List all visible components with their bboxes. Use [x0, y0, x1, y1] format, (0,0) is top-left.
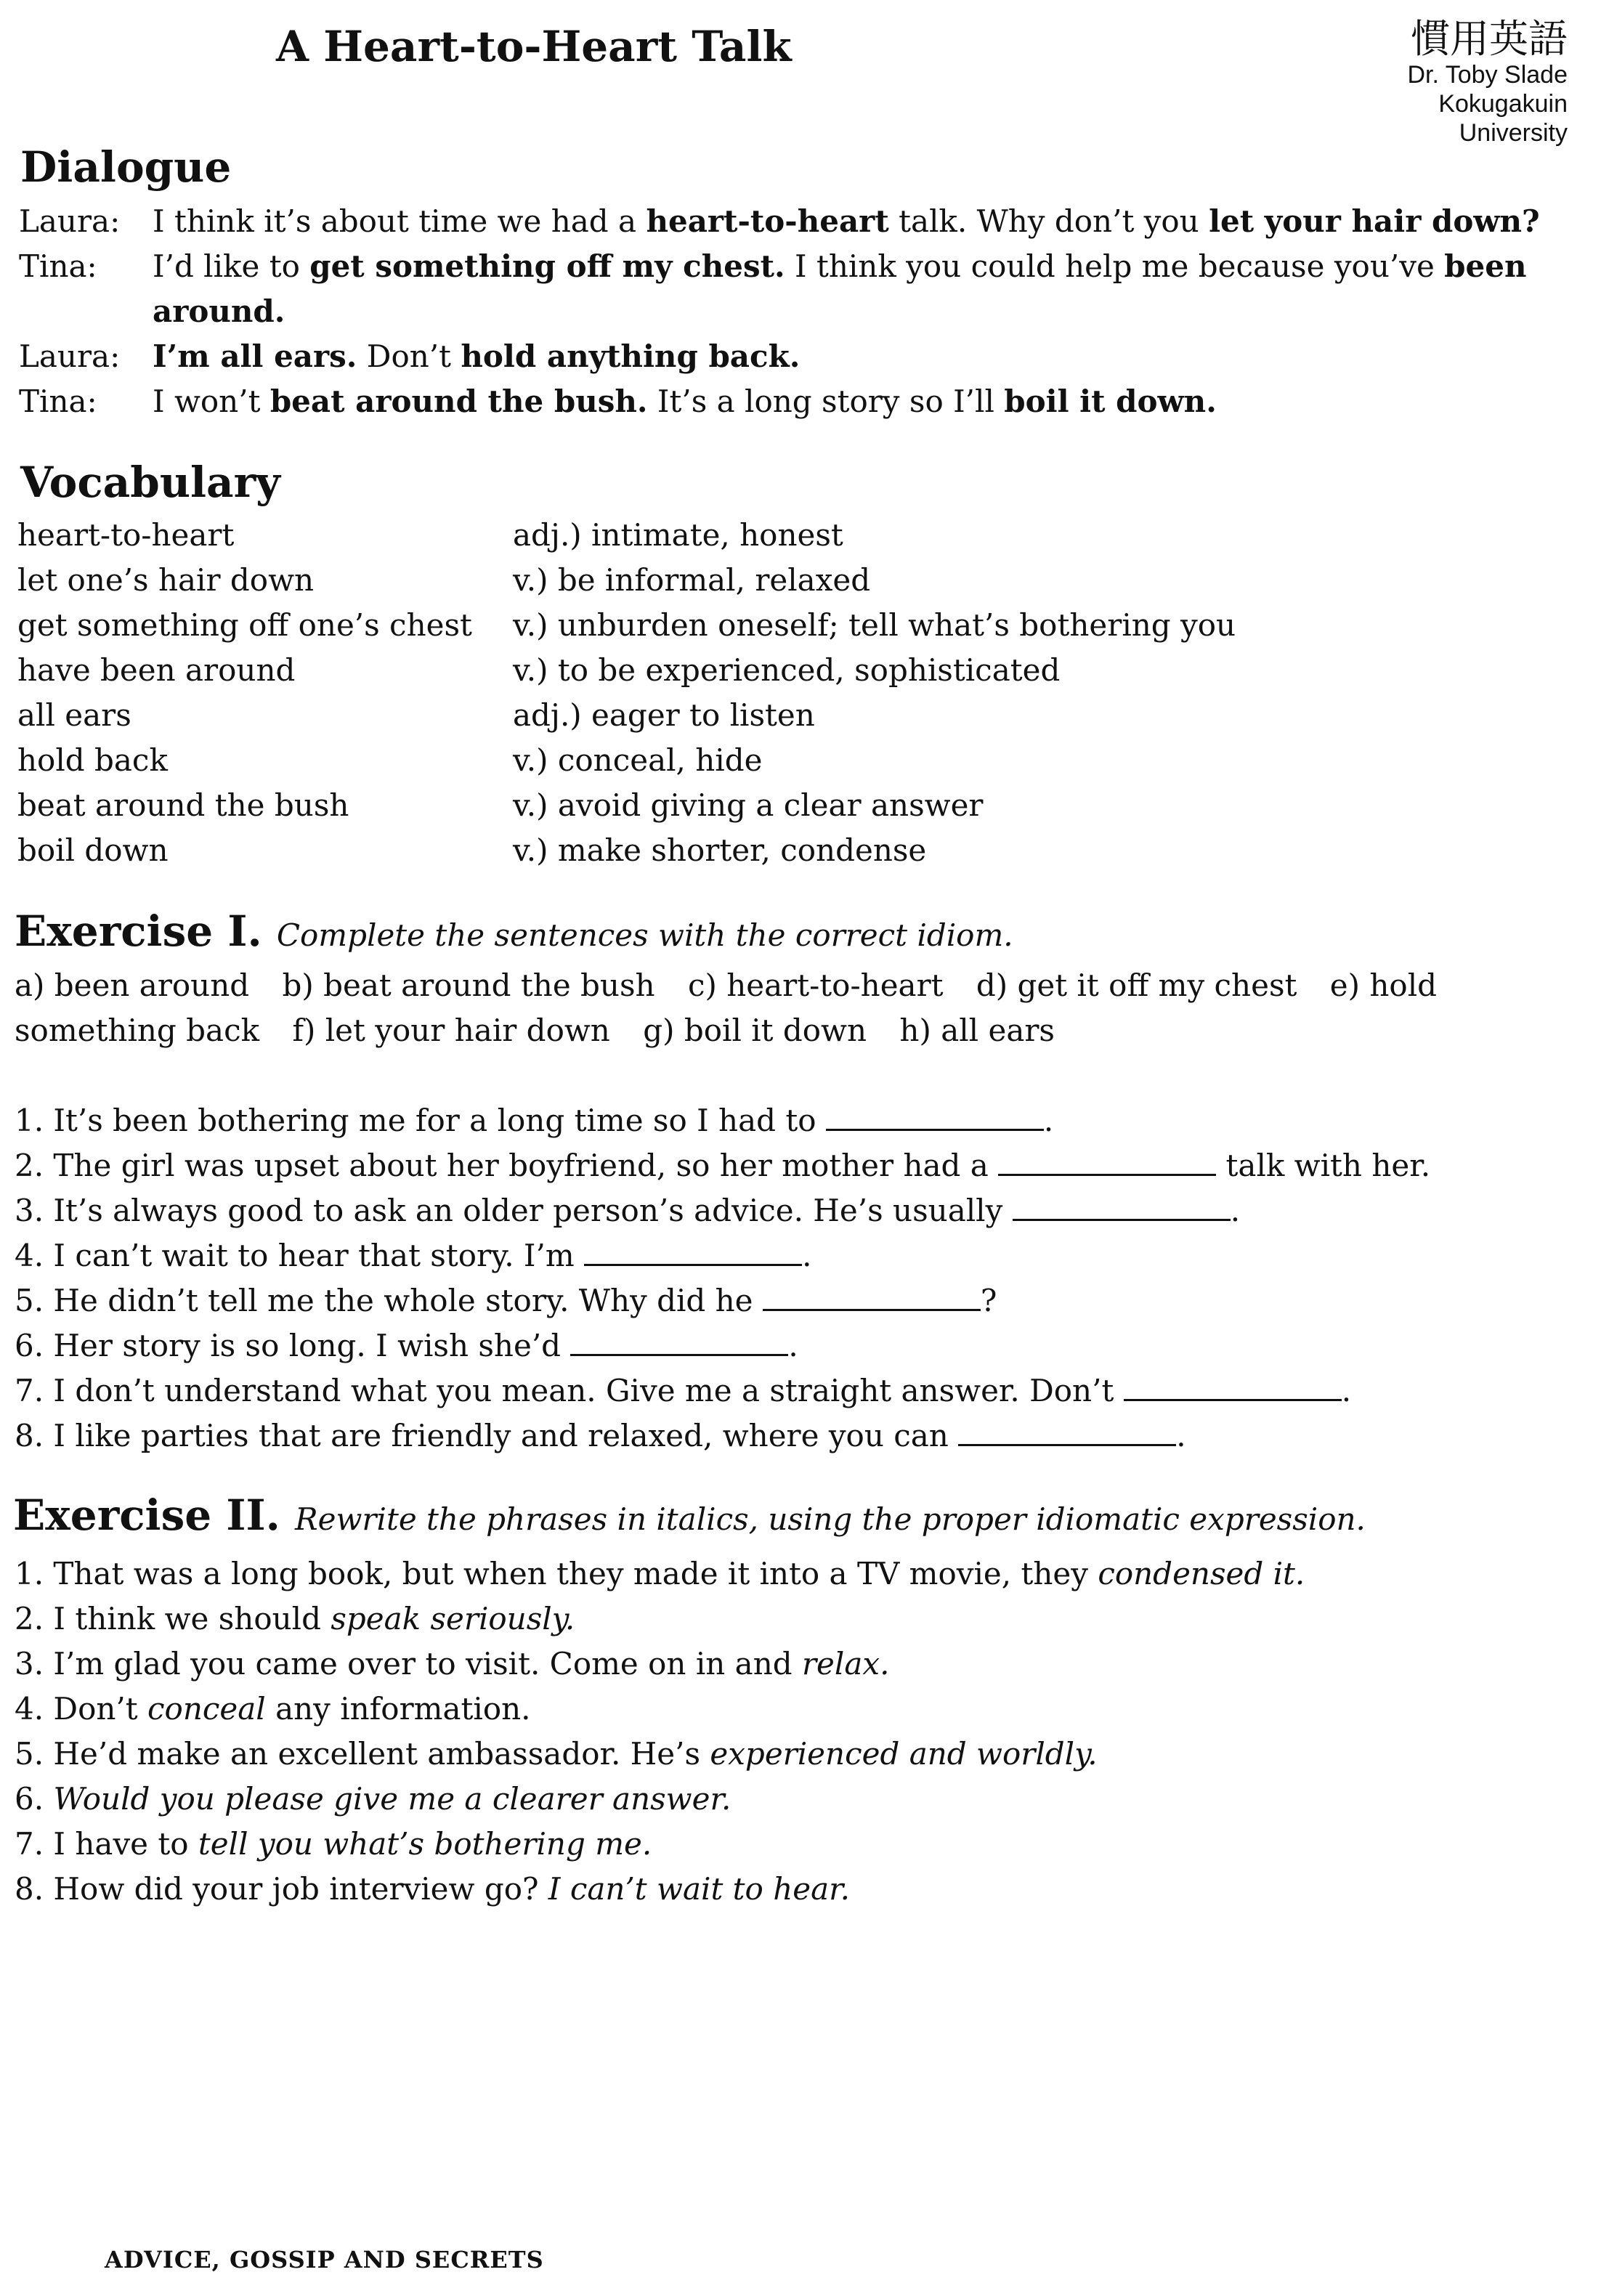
vocab-term: boil down [17, 832, 169, 868]
answer-blank[interactable] [826, 1104, 1044, 1131]
choice-item: e) hold something back [15, 968, 1438, 1048]
vocab-term: all ears [17, 697, 131, 733]
answer-blank[interactable] [570, 1329, 788, 1356]
choice-item: g) boil it down [643, 1013, 867, 1048]
series-brand [1407, 17, 1568, 147]
answer-blank[interactable] [958, 1419, 1176, 1446]
exercise-item: 1. That was a long book, but when they made it into a TV movie, they condensed it. [15, 1556, 1305, 1591]
vocabulary-heading: Vocabulary [20, 458, 280, 507]
exercise-item: 1. It’s been bothering me for a long time so I had to . [15, 1103, 1054, 1138]
exercise-1-heading: Exercise I. Complete the sentences with the correct idiom. [15, 906, 1013, 956]
vocab-definition: v.) unburden oneself; tell what’s bothering you [513, 607, 1236, 643]
dialogue-speaker: Tina: [19, 248, 97, 284]
vocab-definition: adj.) eager to listen [513, 697, 815, 733]
dialogue-line: I’m all ears. Don’t hold anything back. [153, 338, 800, 374]
answer-blank[interactable] [998, 1149, 1216, 1176]
exercise-item: 5. He didn’t tell me the whole story. Why did he ? [15, 1283, 997, 1318]
vocab-term: have been around [17, 652, 296, 688]
exercise-item: 2. The girl was upset about her boyfriend, so her mother had a talk with her. [15, 1148, 1431, 1183]
exercise-item: 4. Don’t conceal any information. [15, 1691, 531, 1727]
vocab-definition: v.) make shorter, condense [513, 832, 927, 868]
vocab-definition: v.) avoid giving a clear answer [513, 787, 984, 823]
dialogue-speaker: Laura: [19, 203, 121, 239]
vocab-definition: v.) be informal, relaxed [513, 562, 871, 598]
page-title: A Heart-to-Heart Talk [276, 22, 792, 71]
dialogue-line: I’d like to get something off my chest. I think you could help me because you’ve been around. [153, 248, 1527, 329]
vocab-definition: adj.) intimate, honest [513, 517, 843, 553]
exercise-2-instruction: Rewrite the phrases in italics, using the proper idiomatic expression. [295, 1501, 1366, 1537]
exercise-1-choices [15, 963, 1576, 1053]
vocab-term: let one’s hair down [17, 562, 315, 598]
affiliation-line-1: Kokugakuin [1438, 90, 1568, 118]
exercise-item: 7. I don’t understand what you mean. Give me a straight answer. Don’t . [15, 1373, 1352, 1408]
exercise-item: 3. It’s always good to ask an older person’s advice. He’s usually . [15, 1193, 1241, 1228]
vocab-definition: v.) conceal, hide [513, 742, 763, 778]
vocab-term: get something off one’s chest [17, 607, 472, 643]
japanese-series-title: 慣用英語 [1411, 16, 1568, 62]
choice-item: b) beat around the bush [282, 968, 655, 1003]
choice-item: a) been around [15, 968, 250, 1003]
author-name: Dr. Toby Slade [1407, 61, 1568, 89]
vocab-term: beat around the bush [17, 787, 349, 823]
exercise-item: 5. He’d make an excellent ambassador. He’s experienced and worldly. [15, 1736, 1098, 1772]
answer-blank[interactable] [584, 1239, 802, 1266]
exercise-item: 6. Would you please give me a clearer answer. [15, 1781, 731, 1817]
answer-blank[interactable] [1013, 1194, 1231, 1221]
exercise-item: 4. I can’t wait to hear that story. I’m . [15, 1238, 812, 1273]
exercise-item: 2. I think we should speak seriously. [15, 1601, 575, 1636]
exercise-item: 7. I have to tell you what’s bothering me. [15, 1826, 652, 1862]
dialogue-speaker: Tina: [19, 384, 97, 419]
dialogue-line: I won’t beat around the bush. It’s a long story so I’ll boil it down. [153, 384, 1217, 419]
answer-blank[interactable] [763, 1284, 981, 1311]
exercise-item: 6. Her story is so long. I wish she’d . [15, 1328, 798, 1363]
dialogue-line: I think it’s about time we had a heart-to-heart talk. Why don’t you let your hair down? [153, 203, 1540, 239]
dialogue-speaker: Laura: [19, 338, 121, 374]
choice-item: h) all ears [899, 1013, 1055, 1048]
exercise-item: 3. I’m glad you came over to visit. Come on in and relax. [15, 1646, 890, 1682]
page-footer: ADVICE, GOSSIP AND SECRETS [105, 2246, 544, 2273]
vocab-definition: v.) to be experienced, sophisticated [513, 652, 1061, 688]
vocab-term: hold back [17, 742, 168, 778]
choice-item: d) get it off my chest [976, 968, 1297, 1003]
choice-item: c) heart-to-heart [687, 968, 944, 1003]
exercise-1-instruction: Complete the sentences with the correct idiom. [276, 917, 1013, 953]
answer-blank[interactable] [1124, 1374, 1342, 1401]
exercise-item: 8. I like parties that are friendly and relaxed, where you can . [15, 1418, 1186, 1453]
exercise-item: 8. How did your job interview go? I can’t wait to hear. [15, 1871, 850, 1907]
dialogue-heading: Dialogue [20, 142, 232, 192]
affiliation-line-2: University [1459, 119, 1568, 147]
exercise-2-heading: Exercise II. Rewrite the phrases in italics, using the proper idiomatic expression. [13, 1490, 1366, 1540]
vocab-term: heart-to-heart [17, 517, 235, 553]
choice-item: f) let your hair down [292, 1013, 610, 1048]
